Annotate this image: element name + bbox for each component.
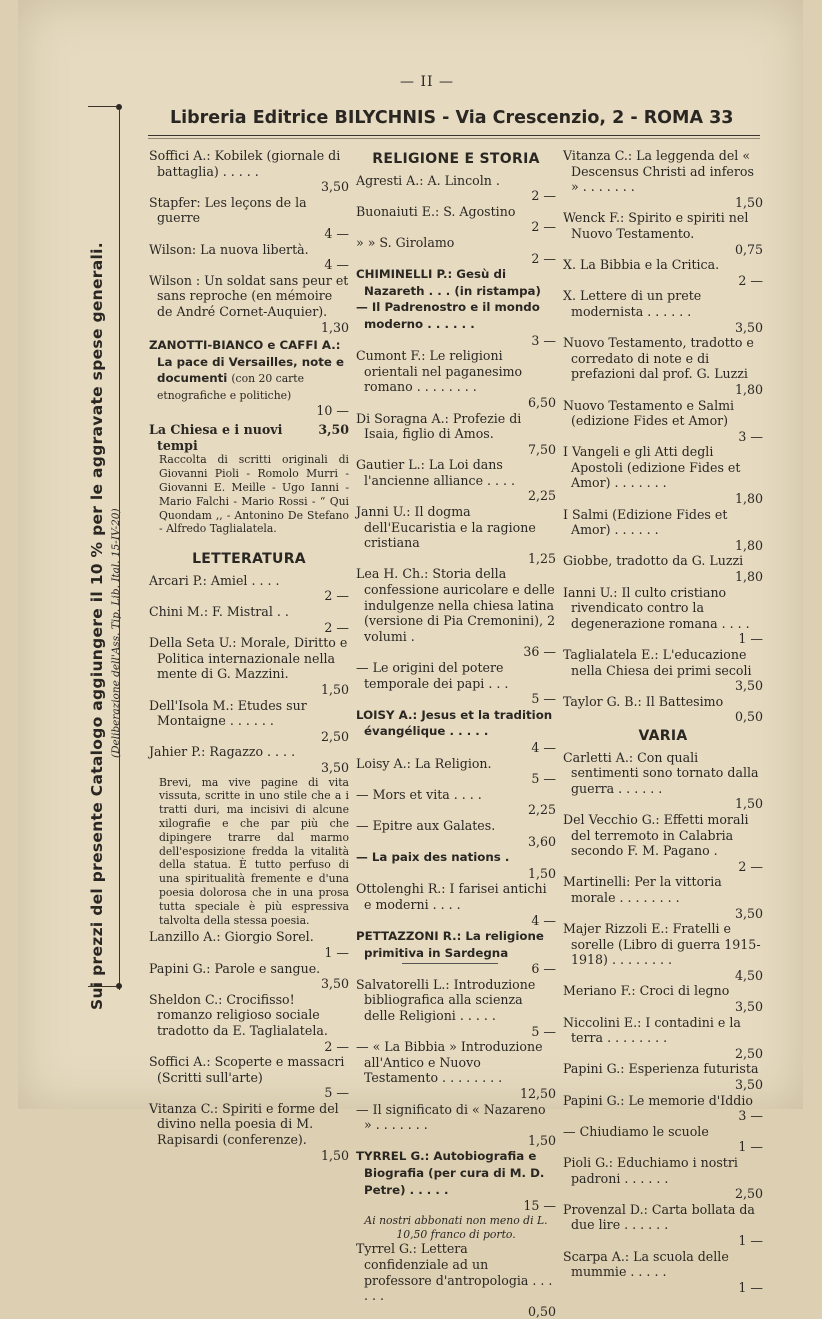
entry-price: 15 — (523, 1198, 556, 1214)
column-3 (563, 148, 763, 1295)
entry-text: Soffici A.: Kobilek (giornale di battaglia) . . . . . (149, 148, 341, 179)
catalog-entry (563, 1249, 763, 1296)
entry-price: 1 — (738, 1279, 763, 1295)
entry-price: 2,50 (320, 728, 349, 744)
entry-text: CHIMINELLI P.: Gesù di Nazareth . . . (in ristampa) (356, 267, 541, 298)
header-rule-thin (148, 138, 760, 139)
header-rule (148, 135, 760, 136)
catalog-entry (149, 744, 349, 775)
entry-price: 1,80 (734, 569, 763, 585)
entry-text: Wilson : Un soldat sans peur et sans reproche (en mémoire de André Cornet-Auquier). (149, 272, 349, 319)
entry-price: 2 — (531, 188, 556, 204)
catalog-entry (149, 698, 349, 745)
catalog-entry (356, 266, 556, 299)
tyrrel-note: Ai nostri abbonati non meno di L. 10,50 franco di porto. (364, 1213, 548, 1241)
entry-price: 5 — (531, 771, 556, 787)
entry-price: 2 — (531, 250, 556, 266)
entry-text: Martinelli: Per la vittoria morale . . . . . . . . (563, 874, 722, 905)
entry-price: 4 — (324, 225, 349, 241)
entry-text: Jahier P.: Ragazzo . . . . (149, 744, 296, 760)
entry-text: Taglialatela E.: L'educazione nella Chiesa dei primi secoli (563, 647, 752, 678)
catalog-entry (563, 257, 763, 288)
entry-text: — Il Padrenostro e il mondo moderno . . . . . . (356, 300, 540, 331)
entry-price: 3 — (738, 428, 763, 444)
catalog-entry (356, 660, 556, 707)
entry-text: X. Lettere di un prete modernista . . . . . . (563, 288, 702, 319)
entry-text: Loisy A.: La Religion. (356, 755, 492, 771)
catalog-entry (563, 288, 763, 335)
catalog-entry (563, 398, 763, 445)
entry-price: 1 — (324, 944, 349, 960)
entry-price: 3,50 (320, 179, 349, 195)
catalog-entry (356, 235, 556, 266)
frame-tick-top (88, 106, 116, 107)
catalog-entry (563, 921, 763, 983)
entry-text: — La paix des nations . (356, 850, 510, 865)
entry-price: 2 — (324, 588, 349, 604)
catalog-entry (356, 173, 556, 204)
entry-price: 7,50 (527, 441, 556, 457)
catalog-entry (149, 1054, 349, 1101)
entry-text: Scarpa A.: La scuola delle mummie . . . . . (563, 1248, 729, 1280)
catalog-entry (356, 787, 556, 818)
entry-price: 1,50 (527, 1132, 556, 1148)
entry-price: 3,50 (734, 678, 763, 694)
side-note: Sui prezzi del presente Catalogo aggiungere il 10 % per le aggravate spese generali. (88, 242, 106, 1010)
catalog-entry (563, 553, 763, 584)
section-varia: VARIA (638, 727, 688, 744)
catalog-entry (149, 573, 349, 604)
entry-text: Provenzal D.: Carta bollata da due lire . . . . . . (563, 1201, 755, 1233)
catalog-entry (356, 849, 556, 881)
entry-price: 12,50 (519, 1086, 556, 1102)
entry-text: Majer Rizzoli E.: Fratelli e sorelle (Libro di guerra 1915-1918) . . . . . . . . (563, 921, 761, 968)
entry-price: 3,50 (734, 999, 763, 1015)
entry-tyrrel-lettera-text: Tyrrel G.: Lettera confidenziale ad un professore d'antropologia . . . . . . (356, 1241, 553, 1304)
section-letteratura: LETTERATURA (192, 551, 306, 568)
entry-text: Carletti A.: Con quali sentimenti sono tornato dalla guerra . . . . . . (563, 749, 759, 796)
entry-text: Lanzillo A.: Giorgio Sorel. (149, 929, 314, 945)
catalog-entry (149, 635, 349, 697)
entries-c3b (563, 750, 763, 1296)
catalog-entry (563, 874, 763, 921)
entry-text: PETTAZZONI R.: La religione primitiva in Sardegna (356, 929, 544, 960)
entry-price: 4 — (531, 912, 556, 928)
catalog-entry (356, 707, 556, 756)
catalog-entry (563, 1093, 763, 1124)
entry-price: 1,25 (527, 550, 556, 566)
entry-zanotti-rest: (con 20 carte etnografiche e politiche) (157, 372, 305, 402)
entry-text: Stapfer: Les leçons de la guerre (149, 194, 307, 226)
entry-chiesa-price: 3,50 (318, 422, 349, 438)
entry-zanotti-price: 10 — (316, 402, 349, 418)
entry-price: 5 — (531, 1023, 556, 1039)
entry-price: 2,50 (734, 1045, 763, 1061)
entry-text: — Chiudiamo le scuole (563, 1123, 709, 1139)
catalog-entry (563, 1061, 763, 1092)
entry-text: Buonaiuti E.: S. Agostino (356, 203, 516, 219)
entry-text: Dell'Isola M.: Etudes sur Montaigne . . . . . . (149, 697, 307, 729)
column-2 (356, 148, 556, 1319)
entry-price: 4 — (324, 257, 349, 273)
entry-text: Nuovo Testamento e Salmi (edizione Fides et Amor) (563, 397, 735, 429)
entry-text: Salvatorelli L.: Introduzione bibliografica alla scienza delle Religioni . . . . . (356, 976, 536, 1024)
entry-price: 1,50 (734, 796, 763, 812)
entries-c3a (563, 148, 763, 725)
catalog-entry (563, 694, 763, 725)
entry-chiesa (149, 422, 349, 453)
entry-text: Arcari P.: Amiel . . . . (149, 572, 280, 588)
catalog-entry (563, 148, 763, 210)
entry-price: 2 — (531, 219, 556, 235)
catalog-entry (563, 983, 763, 1014)
catalog-entry (149, 961, 349, 992)
catalog-entry (356, 928, 556, 977)
catalog-entry (563, 1155, 763, 1202)
entry-tyrrel-lettera-price: 0,50 (527, 1303, 556, 1319)
catalog-entry (356, 818, 556, 849)
catalog-entry (563, 812, 763, 874)
entry-text: Soffici A.: Scoperte e massacri (Scritti sull'arte) (149, 1054, 345, 1085)
entries-b (149, 573, 349, 776)
entry-price: 0,50 (734, 709, 763, 725)
entry-text: Cumont F.: Le religioni orientali nel paganesimo romano . . . . . . . . (356, 348, 523, 395)
entry-chiesa-title: La Chiesa e i nuovi tempi (149, 422, 283, 453)
column-1 (149, 148, 349, 1163)
entry-price: 3,60 (527, 833, 556, 849)
entry-text: Della Seta U.: Morale, Diritto e Politica internazionale nella mente di G. Mazzini. (149, 635, 348, 682)
entry-text: I Vangeli e gli Atti degli Apostoli (edizione Fides et Amor) . . . . . . . (563, 444, 741, 491)
entry-zanotti (149, 337, 349, 418)
entry-text: LOISY A.: Jesus et la tradition évangélique . . . . . (356, 707, 553, 739)
entry-price: 2 — (738, 858, 763, 874)
catalog-entry (149, 1101, 349, 1163)
catalog-entry (149, 992, 349, 1054)
end-rule (402, 963, 498, 964)
entry-text: » » S. Girolamo (356, 234, 455, 250)
entries-religione (356, 173, 556, 1214)
entry-text: — Il significato di « Nazareno » . . . . . . . (356, 1101, 546, 1133)
entry-price: 1,80 (734, 491, 763, 507)
entry-price: 3,50 (320, 759, 349, 775)
entry-price: 4 — (531, 739, 556, 755)
entry-text: TYRREL G.: Autobiografia e Biografia (per cura di M. D. Petre) . . . . . (356, 1149, 545, 1197)
catalog-entry (149, 242, 349, 273)
entry-price: 6,50 (527, 394, 556, 410)
catalog-entry (356, 348, 556, 410)
entry-chiesa-note: Raccolta di scritti originali di Giovanni Pioli - Romolo Murri - Giovanni E. Meille - Ugo Ianni - Mario Falchi - Mario Rossi - “ Qui Quondam ,, - Antonino De Stefano - Alfredo Taglialatela. (159, 453, 349, 536)
entry-price: 2,50 (734, 1186, 763, 1202)
entry-price: 3 — (531, 332, 556, 348)
entry-text: Wenck F.: Spirito e spiriti nel Nuovo Testamento. (563, 210, 749, 241)
entry-price: 36 — (523, 644, 556, 660)
entry-price: 6 — (531, 961, 556, 977)
entry-text: Lea H. Ch.: Storia della confessione auricolare e delle indulgenze nella chiesa latina (versione di Pia Cremonini), 2 volumi . (356, 566, 556, 644)
entry-text: Papini G.: Le memorie d'Iddio (563, 1092, 753, 1108)
entry-price: 0,75 (734, 241, 763, 257)
entry-text: Sheldon C.: Crocifisso! romanzo religioso sociale tradotto da E. Taglialatela. (149, 991, 328, 1038)
entry-text: Janni U.: Il dogma dell'Eucaristia e la ragione cristiana (356, 504, 536, 551)
entry-price: 2 — (738, 272, 763, 288)
entry-price: 3,50 (734, 1077, 763, 1093)
page-number: — II — (400, 74, 454, 90)
entry-text: Taylor G. B.: Il Battesimo (563, 693, 724, 709)
catalog-entry (149, 195, 349, 242)
entry-price: 2,25 (527, 802, 556, 818)
catalog-entry (149, 148, 349, 195)
entry-price: 1 — (738, 631, 763, 647)
catalog-entry (563, 750, 763, 812)
entry-price: 2,25 (527, 488, 556, 504)
catalog-entry (563, 444, 763, 506)
entry-price: 1,80 (734, 381, 763, 397)
entry-text: Vitanza C.: La leggenda del « Descensus Christi ad inferos » . . . . . . . (563, 148, 754, 195)
catalog-entry (356, 1148, 556, 1213)
entry-text: — Le origini del potere temporale dei papi . . . (356, 660, 509, 691)
publisher-header: Libreria Editrice BILYCHNIS - Via Crescenzio, 2 - ROMA 33 (170, 108, 734, 128)
entry-text: Papini G.: Esperienza futurista (563, 1061, 759, 1077)
catalog-entry (356, 977, 556, 1039)
entry-text: Pioli G.: Educhiamo i nostri padroni . . . . . . (563, 1155, 738, 1186)
catalog-entry (563, 1202, 763, 1249)
entry-text: — Mors et vita . . . . (356, 786, 482, 802)
entry-text: Meriano F.: Croci di legno (563, 983, 730, 999)
entry-price: 1 — (738, 1139, 763, 1155)
entry-text: Gautier L.: La Loi dans l'ancienne alliance . . . . (356, 457, 516, 488)
entry-price: 1,50 (527, 865, 556, 881)
entry-text: Di Soragna A.: Profezie di Isaia, figlio di Amos. (356, 410, 522, 442)
entry-zanotti-author: ZANOTTI-BIANCO e CAFFI A.: La pace di Versailles, note e documenti (149, 338, 344, 386)
catalog-entry (356, 457, 556, 504)
catalog-entry (563, 335, 763, 397)
entry-price: 1,30 (320, 319, 349, 335)
entry-price: 5 — (324, 1085, 349, 1101)
entry-text: Wilson: La nuova libertà. (149, 241, 309, 257)
entry-price: 1,50 (734, 194, 763, 210)
entry-price: 3,50 (734, 905, 763, 921)
catalog-entry (563, 1015, 763, 1062)
entry-price: 1,50 (320, 1147, 349, 1163)
entry-price: 1,50 (320, 682, 349, 698)
entry-price: 1,80 (734, 537, 763, 553)
catalog-entry (563, 585, 763, 647)
side-note-deliberation: (Deliberazione dell'Ass. Tip. Lib. Ital. 15-IV-20) (110, 508, 122, 758)
entry-price: 2 — (324, 1038, 349, 1054)
entry-text: X. La Bibbia e la Critica. (563, 257, 720, 273)
catalog-entry (149, 929, 349, 960)
frame-ornament-top (116, 104, 122, 110)
catalog-entry (356, 204, 556, 235)
catalog-entry (356, 299, 556, 348)
entry-text: Giobbe, tradotto da G. Luzzi (563, 553, 744, 569)
catalog-entry (563, 1124, 763, 1155)
entry-text: — Epitre aux Galates. (356, 817, 496, 833)
entry-price: 2 — (324, 619, 349, 635)
catalog-entry (563, 647, 763, 694)
catalog-entry (356, 566, 556, 660)
entry-text: Nuovo Testamento, tradotto e corredato di note e di prefazioni dal prof. G. Luzzi (563, 335, 754, 382)
catalog-entry (356, 411, 556, 458)
entry-price: 3,50 (320, 976, 349, 992)
entry-price: 3,50 (734, 319, 763, 335)
entry-price: 3 — (738, 1108, 763, 1124)
entry-text: — « La Bibbia » Introduzione all'Antico e Nuovo Testamento . . . . . . . . (356, 1039, 543, 1086)
entry-tyrrel-lettera (356, 1241, 556, 1319)
entry-text: Del Vecchio G.: Effetti morali del terremoto in Calabria secondo F. M. Pagano . (563, 811, 749, 859)
entry-jahier-note: Brevi, ma vive pagine di vita vissuta, scritte in uno stile che a i tratti duri, ma incisivi di alcune xilografie e che par più che dipingere trarre dal marmo dell'esposizione fredda la vitalità della statua. È tutto perfuso di una spiritualità fremente e d'una poesia dolorosa che in una prosa tutta speciale è più espressiva talvolta della stessa poesia. (159, 775, 349, 927)
catalog-entry (563, 210, 763, 257)
entry-price: 4,50 (734, 967, 763, 983)
entry-price: 1 — (738, 1232, 763, 1248)
entry-text: Ianni U.: Il culto cristiano rivendicato contro la degenerazione romana . . . . (563, 584, 750, 631)
entry-text: Papini G.: Parole e sangue. (149, 960, 321, 976)
entry-text: I Salmi (Edizione Fides et Amor) . . . . . . (563, 506, 728, 538)
section-religione: RELIGIONE E STORIA (372, 151, 540, 167)
entry-price: 5 — (531, 691, 556, 707)
entry-text: Vitanza C.: Spiriti e forme del divino nella poesia di M. Rapisardi (conferenze). (149, 1100, 339, 1148)
catalog-entry (356, 1039, 556, 1101)
catalog-entry (356, 881, 556, 928)
entry-text: Ottolenghi R.: I farisei antichi e moderni . . . . (356, 881, 547, 912)
catalog-entry (149, 273, 349, 335)
catalog-entry (563, 507, 763, 554)
catalog-entry (149, 604, 349, 635)
entry-text: Chini M.: F. Mistral . . (149, 604, 289, 620)
entries-a (149, 148, 349, 335)
catalog-entry (356, 756, 556, 787)
entry-text: Niccolini E.: I contadini e la terra . . . . . . . . (563, 1014, 741, 1046)
catalog-entry (356, 504, 556, 566)
entries-c (149, 929, 349, 1163)
entry-text: Agresti A.: A. Lincoln . (356, 172, 500, 188)
